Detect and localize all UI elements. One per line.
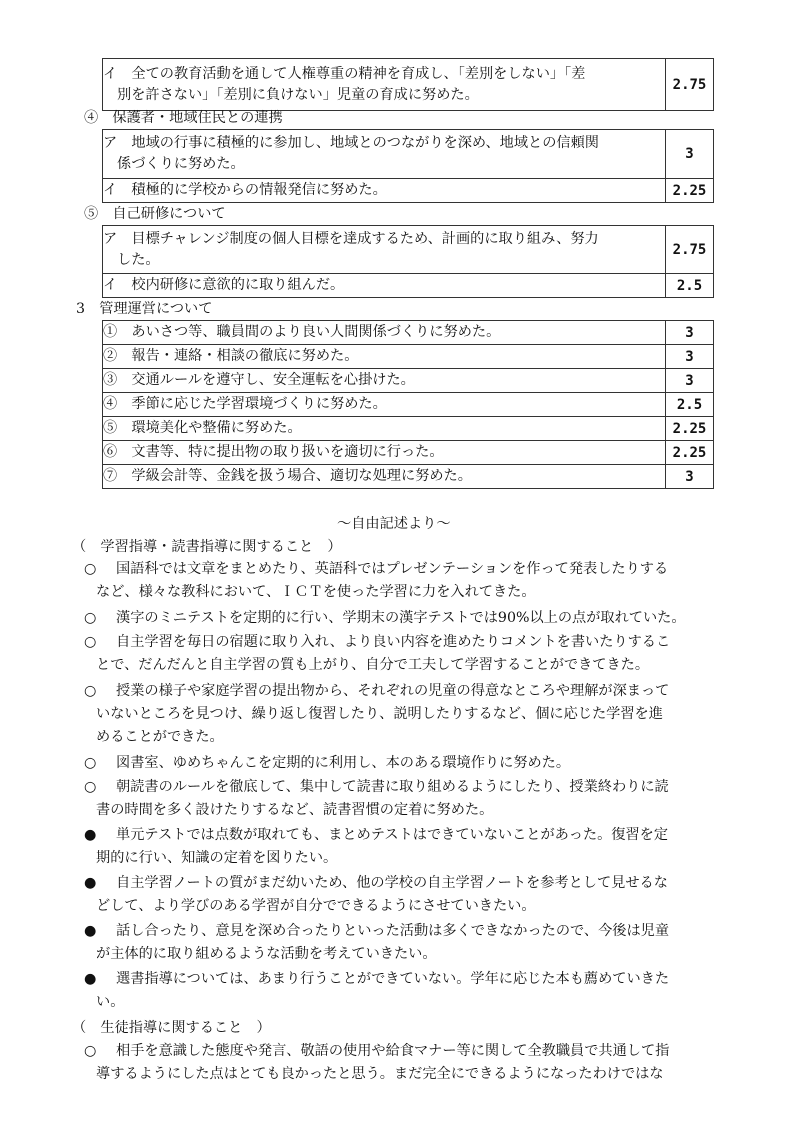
item-text [103,59,666,111]
item-text: ⑤ 環境美化や整備に努めた。 [103,417,666,441]
comment-bullet: ● [84,827,97,843]
eval-table-section-4 [102,129,714,203]
comment-item [96,631,671,677]
comment-bullet: ○ [84,755,97,771]
comment-line: 朝読書のルールを徹底して、集中して読書に取り組めるようにしたり、授業終わりに読 [116,779,669,795]
comment-bullet: ○ [84,779,97,795]
item-score: 2.25 [666,417,714,441]
item-score: 2.75 [666,226,714,274]
item-line-1: ア 地域の行事に積極的に参加し、地域とのつながりを深め、地域との信頼関 [103,135,599,151]
comment-line: が主体的に取り組めるような活動を考えていきたい。 [96,946,437,962]
section-heading-5: ⑤ 自己研修について [84,206,226,222]
comment-line: 期的に行い、知識の定着を図りたい。 [96,850,338,866]
comment-line: 自主学習を毎日の宿題に取り入れ、より良い内容を進めたりコメントを書いたりするこ [116,634,671,650]
comment-bullet: ○ [84,610,97,626]
comment-item [96,824,669,870]
free-description-title: ～自由記述より～ [337,516,451,532]
table-row [103,393,714,417]
table-row [103,226,714,274]
group-heading-learning: （ 学習指導・読書指導に関すること ） [72,539,342,555]
item-score: 2.25 [666,179,714,203]
comment-item [96,558,669,604]
item-text [103,130,666,179]
comment-line: 自主学習ノートの質がまだ幼いため、他の学校の自主学習ノートを参考として見せるな [116,875,668,891]
comment-line: 国語科では文章をまとめたり、英語科ではプレゼンテーションを作って発表したりする [116,561,669,577]
item-text: ⑦ 学級会計等、金銭を扱う場合、適切な処理に努めた。 [103,465,666,489]
table-row [103,345,714,369]
comment-bullet: ○ [84,683,97,699]
item-text: ⑥ 文書等、特に提出物の取り扱いを適切に行った。 [103,441,666,465]
item-score: 3 [666,345,714,369]
comment-line: 書の時間を多く設けたりするなど、読書習慣の定着に努めた。 [96,802,494,818]
comment-item [96,776,669,822]
comment-bullet: ○ [84,634,97,650]
table-row [103,441,714,465]
item-score: 2.75 [666,59,714,111]
table-row [103,465,714,489]
comment-bullet: ● [84,923,97,939]
item-line-2: した。 [117,251,160,268]
item-score: 3 [666,130,714,179]
comment-line: 授業の様子や家庭学習の提出物から、それぞれの児童の得意なところや理解が深まって [116,683,670,699]
comment-line: 相手を意識した態度や発言、敬語の使用や給食マナー等に関して全教職員で共通して指 [116,1043,670,1059]
table-row [103,274,714,298]
comment-bullet: ● [84,875,97,891]
comment-item [116,607,686,630]
item-score: 3 [666,465,714,489]
comment-item [96,920,670,966]
comment-line: い。 [96,994,125,1010]
table-row [103,321,714,345]
item-text [103,226,666,274]
comment-bullet: ○ [84,1043,97,1059]
comment-bullet: ● [84,971,97,987]
comment-item [116,752,570,775]
item-text: ③ 交通ルールを遵守し、安全運転を心掛けた。 [103,369,666,393]
comment-line: 話し合ったり、意見を深め合ったりといった活動は多くできなかったので、今後は児童 [116,923,670,939]
item-line-2: 別を許さない」「差別に負けない」児童の育成に努めた。 [117,86,479,103]
comment-line: めることができた。 [96,729,224,745]
comment-bullet: ○ [84,561,97,577]
item-line-1: ア 目標チャレンジ制度の個人目標を達成するため、計画的に取り組み、努力 [103,230,599,247]
table-row [103,369,714,393]
item-score: 2.5 [666,274,714,298]
comment-item [96,872,668,918]
comment-item [96,1040,670,1086]
eval-table-section-3 [102,320,714,489]
group-heading-guidance: （ 生徒指導に関すること ） [72,1020,271,1036]
item-line-1: イ 校内研修に意欲的に取り組んだ。 [103,277,345,293]
item-score: 2.5 [666,393,714,417]
comment-line: 図書室、ゆめちゃんこを定期的に利用し、本のある環境作りに努めた。 [116,755,571,771]
table-row [103,130,714,179]
comment-line: 漢字のミニテストを定期的に行い、学期末の漢字テストでは90%以上の点が取れていた。 [116,610,686,626]
item-text: ④ 季節に応じた学習環境づくりに努めた。 [103,393,666,417]
comment-line: 単元テストでは点数が取れても、まとめテストはできていないことがあった。復習を定 [116,827,669,843]
section-heading-4: ④ 保護者・地域住民との連携 [84,110,283,126]
table-row [103,179,714,203]
section-heading-3: 3 管理運営について [76,301,213,317]
item-text [103,274,666,298]
item-line-1: イ 全ての教育活動を通して人権尊重の精神を育成し、「差別をしない」「差 [103,65,586,82]
comment-line: 選書指導については、あまり行うことができていない。学年に応じた本も薦めていきた [116,971,670,987]
comment-line: どして、より学びのある学習が自分でできるようにさせていきたい。 [96,898,536,914]
item-score: 2.25 [666,441,714,465]
comment-item [96,968,670,1014]
item-score: 3 [666,321,714,345]
comment-line: とで、だんだんと自主学習の質も上がり、自分で工夫して学習することができてきた。 [96,657,650,673]
comment-line: いないところを見つけ、繰り返し復習したり、説明したりするなど、個に応じた学習を進 [96,706,663,722]
item-text: ② 報告・連絡・相談の徹底に努めた。 [103,345,666,369]
comment-line: など、様々な教科において、ＩＣＴを使った学習に力を入れてきた。 [96,584,536,600]
table-row [103,59,714,111]
comment-item [96,680,670,749]
item-text: ① あいさつ等、職員間のより良い人間関係づくりに努めた。 [103,321,666,345]
eval-table-section-5 [102,225,714,298]
item-line-1: イ 積極的に学校からの情報発信に努めた。 [103,182,387,198]
item-text [103,179,666,203]
eval-table-top [102,58,714,111]
item-score: 3 [666,369,714,393]
comment-line: 導するようにした点はとても良かったと思う。まだ完全にできるようになったわけではな [96,1066,664,1082]
item-line-2: 係づくりに努めた。 [117,156,245,172]
table-row [103,417,714,441]
